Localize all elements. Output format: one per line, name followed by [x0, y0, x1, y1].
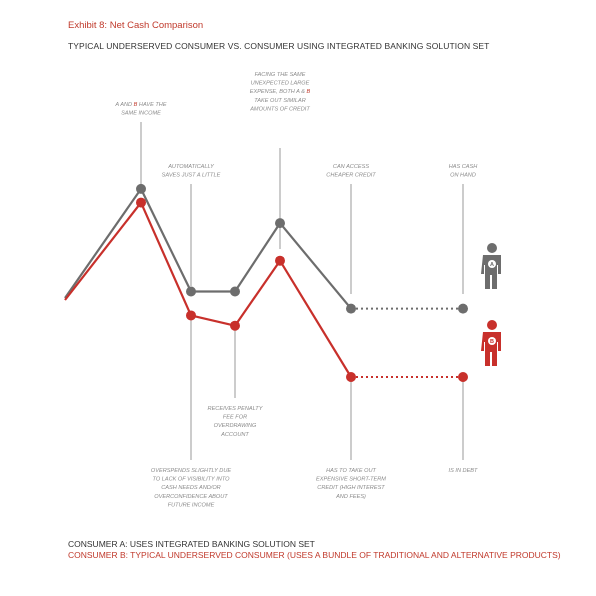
- series-line-a: [65, 189, 351, 309]
- annotation-8: HAS CASH ON HAND: [448, 164, 478, 179]
- series-lines: [65, 189, 463, 377]
- point-b-5: [346, 372, 356, 382]
- point-b-1: [136, 198, 146, 208]
- point-b-4: [275, 256, 285, 266]
- point-a-5: [346, 304, 356, 314]
- annotation-3: OVERSPENDS SLIGHTLY DUE TO LACK OF VISIBILITY INTO CASH NEEDS AND/OR OVERCONFIDENCE ABOUT FUTURE INCOME: [150, 468, 232, 509]
- consumer-b-person-icon: [481, 320, 501, 366]
- person-body: [481, 255, 501, 289]
- point-b-6: [458, 372, 468, 382]
- consumer-a-person-icon: [481, 243, 501, 289]
- person-body: [481, 332, 501, 366]
- annotation-6: CAN ACCESS CHEAPER CREDIT: [326, 164, 376, 179]
- point-a-6: [458, 304, 468, 314]
- exhibit-title: Exhibit 8: Net Cash Comparison: [68, 20, 204, 31]
- person-label: B: [490, 339, 494, 345]
- point-a-3: [230, 287, 240, 297]
- annotation-5: FACING THE SAME UNEXPECTED LARGE EXPENSE, BOTH A & B TAKE OUT SIMILAR AMOUNTS OF CREDIT: [249, 72, 311, 113]
- legend-consumer-b: CONSUMER B: TYPICAL UNDERSERVED CONSUMER (USES A BUNDLE OF TRADITIONAL AND ALTERNATIVE PRODUCTS): [68, 550, 561, 560]
- point-a-1: [136, 184, 146, 194]
- annotation-1: A AND B HAVE THE SAME INCOME: [115, 102, 167, 117]
- annotation-9: IS IN DEBT: [448, 468, 478, 474]
- point-a-2: [186, 287, 196, 297]
- person-head: [487, 320, 497, 330]
- annotation-7: HAS TO TAKE OUT EXPENSIVE SHORT-TERM CREDIT (HIGH INTEREST AND FEES): [316, 468, 386, 500]
- person-icons: [481, 243, 501, 366]
- annotation-4: RECEIVES PENALTY FEE FOR OVERDRAWING ACCOUNT: [207, 406, 263, 438]
- annotation-2: AUTOMATICALLY SAVES JUST A LITTLE: [161, 164, 221, 179]
- chart-subtitle: TYPICAL UNDERSERVED CONSUMER VS. CONSUMER USING INTEGRATED BANKING SOLUTION SET: [68, 41, 490, 51]
- series-line-b: [65, 203, 351, 377]
- person-label: A: [490, 262, 494, 268]
- point-b-3: [230, 321, 240, 331]
- annotations: [114, 72, 478, 508]
- point-b-2: [186, 310, 196, 320]
- point-a-4: [275, 218, 285, 228]
- legend-consumer-a: CONSUMER A: USES INTEGRATED BANKING SOLUTION SET: [68, 539, 315, 549]
- person-head: [487, 243, 497, 253]
